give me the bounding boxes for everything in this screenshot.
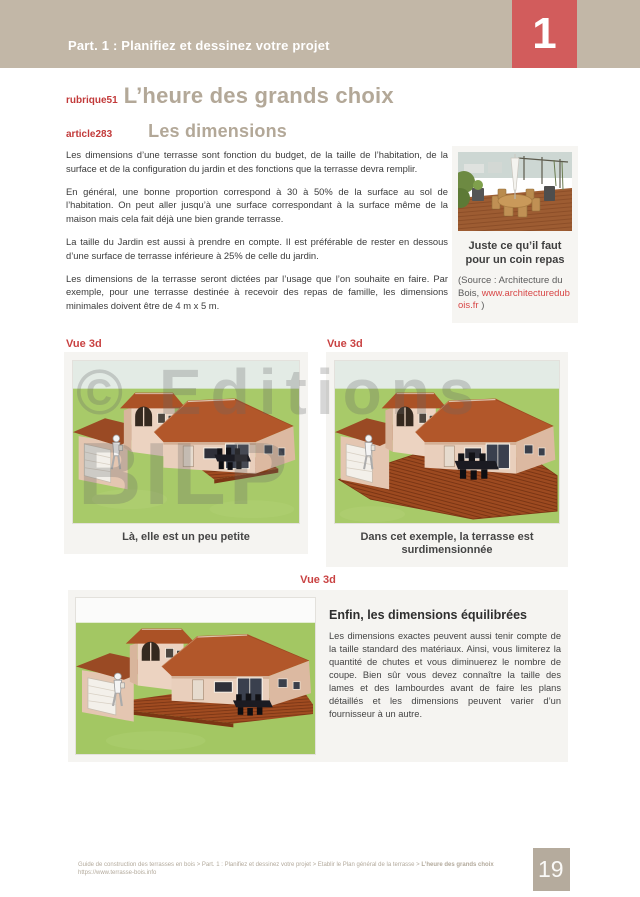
house-3d-render-balanced-terrace xyxy=(75,597,316,755)
figure3-text-block xyxy=(329,597,561,755)
breadcrumb-path: Guide de construction des terrasses en bois > Part. 1 : Planifiez et dessinez votre projet > Etablir le Plan général de la terrasse > xyxy=(78,862,422,868)
watermark-line1: © Editions xyxy=(76,356,484,428)
body-paragraph: En général, une bonne proportion correspond à 30 à 50% de la surface au sol de l’habitation. On peut aller jusqu’à une surface correspondant à la surface même de la maison mais cela fait déjà une bien grande terrasse. xyxy=(66,185,448,224)
article-title: Les dimensions xyxy=(148,121,287,141)
page-number: 19 xyxy=(538,856,564,882)
body-paragraph: Les dimensions de la terrasse seront dictées par l’usage que l’on souhaite en faire. Par exemple, pour une terrasse destinée à recevoir des repas de famille, les dimensions minimales doivent être de 4 m x 5 m. xyxy=(66,272,448,311)
breadcrumb-current: L’heure des grands choix xyxy=(421,862,494,868)
sidebar-caption: Juste ce qu’il faut pour un coin repas xyxy=(465,240,565,266)
terrace-photo xyxy=(458,152,572,231)
rubrique-title: L’heure des grands choix xyxy=(123,83,394,108)
rubrique-heading xyxy=(66,83,394,109)
figure-panel-2 xyxy=(326,352,568,567)
figure3-body: Les dimensions exactes peuvent aussi tenir compte de la taille standard des matériaux. Ainsi, vous limiterez la quantité de chutes et vous diminuerez le nombre de coupe. Bien sûr vous devez connaître la taille des lames et des lambourdes avant de faire les plans détaillés et les dimensions peuvent varier d’un fournisseur à un autre. xyxy=(329,631,561,719)
figure-label-3: Vue 3d xyxy=(300,574,336,586)
body-column xyxy=(66,148,448,322)
breadcrumb xyxy=(78,862,494,868)
footer-url[interactable]: https://www.terrasse-bois.info xyxy=(78,870,157,876)
figure-caption-2: Dans cet exemple, la terrasse est surdimensionnée xyxy=(360,531,534,556)
article-kicker: article283 xyxy=(66,129,113,140)
chapter-number: 1 xyxy=(532,9,557,58)
figure-panel-1 xyxy=(64,352,308,554)
figure3-heading: Enfin, les dimensions équilibrées xyxy=(329,608,527,622)
body-paragraph: Les dimensions d’une terrasse sont fonction du budget, de la taille de l’habitation, de la surface et de la configuration du jardin et des fonctions que la terrasse devra remplir. xyxy=(66,149,448,174)
rubrique-kicker: rubrique51 xyxy=(66,95,118,106)
figure-caption-1: Là, elle est un peu petite xyxy=(122,531,250,543)
watermark-line2: BILP xyxy=(78,424,291,523)
sidebar-source-link[interactable]: www.architecturedubois.fr xyxy=(458,287,570,311)
house-3d-render-small-terrace xyxy=(72,360,300,524)
figure-label-2: Vue 3d xyxy=(327,338,363,350)
sidebar-source xyxy=(458,275,572,313)
header-title: Part. 1 : Planifiez et dessinez votre projet xyxy=(68,38,330,53)
chapter-number-box xyxy=(512,0,577,68)
sidebar-panel xyxy=(452,146,578,323)
house-3d-render-oversized-terrace xyxy=(334,360,560,524)
page-number-box xyxy=(533,848,570,891)
article-heading xyxy=(66,121,287,142)
figure-panel-3 xyxy=(68,590,568,762)
sidebar-source-suffix: ) xyxy=(478,300,485,311)
body-paragraph: La taille du Jardin est aussi à prendre en compte. Il est préférable de rester en dessous d’une surface de terrasse inférieure à 25% de celle du jardin. xyxy=(66,235,448,261)
figure-label-1: Vue 3d xyxy=(66,338,102,350)
sidebar-source-text: (Source : Architecture du Bois, xyxy=(458,275,563,299)
